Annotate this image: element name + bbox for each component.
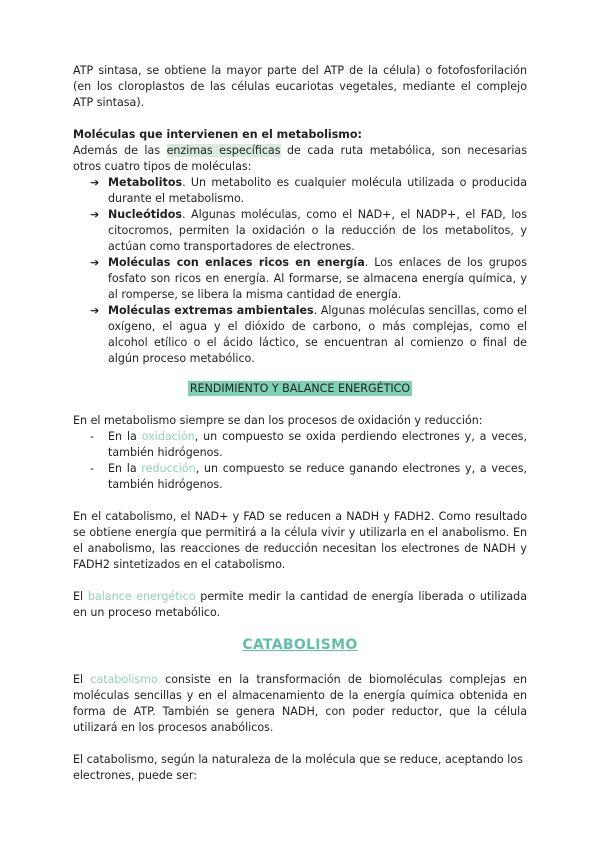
catabolism-nad-text: En el catabolismo, el NAD+ y FAD se reducen a NADH y FADH2. Como resultado se obtiene energía que permitirá a la célula vivir y utilizarla en el anabolismo. En el anabolismo, las reacciones de reducción necesitan los electrones de NADH y FADH2 sintetizados en el catabolismo.	[73, 510, 527, 571]
balance-after: permite medir la cantidad de energía liberada o utilizada en un proceso metabólico.	[73, 590, 528, 619]
catabolismo-after: consiste en la transformación de biomoléculas complejas en moléculas sencillas y en el almacenamiento de la energía química obtenida en forma de ATP. También se genera NADH, con poder reductor, que la célula utilizará en los procesos anabólicos.	[73, 673, 527, 734]
catabolismo-title-wrap	[73, 637, 527, 654]
molecules-section	[73, 127, 527, 367]
balance-text	[73, 589, 527, 621]
list-item	[90, 207, 527, 255]
item-text: . Algunas moléculas, como el NAD+, el NADP+, el FAD, los citocromos, permiten la oxidación o la reducción de los metabolitos, y actúan como transportadores de electrones.	[108, 208, 527, 253]
list-item	[90, 303, 527, 367]
intro-paragraph	[73, 63, 527, 111]
catabolismo-before: El	[73, 673, 91, 686]
item-after: , un compuesto se reduce ganando electrones y, a veces, también hidrógenos.	[108, 462, 527, 491]
catabolismo-title: CATABOLISMO	[242, 637, 358, 653]
item-text: . Los enlaces de los grupos fosfato son ricos en energía. Al formarse, se almacena energía química, y al romperse, se libera la misma cantidad de energía.	[108, 256, 527, 301]
dash-icon: -	[90, 462, 95, 475]
molecules-heading-text: Moléculas que intervienen en el metabolismo:	[73, 128, 362, 141]
rendimiento-intro: En el metabolismo siempre se dan los procesos de oxidación y reducción:	[73, 414, 483, 427]
oxidacion-keyword: oxidación	[141, 430, 195, 443]
arrow-icon: ➔	[90, 304, 100, 317]
rendimiento-title: RENDIMIENTO Y BALANCE ENERGÉTICO	[189, 382, 411, 395]
catabolismo-text-2: El catabolismo, según la naturaleza de la molécula que se reduce, aceptando los electrones, puede ser:	[73, 753, 523, 782]
item-text: . Un metabolito es cualquier molécula utilizada o producida durante el metabolismo.	[108, 176, 527, 205]
balance-paragraph	[73, 589, 527, 621]
catabolismo-paragraph-1	[73, 672, 527, 736]
item-before: En la	[108, 462, 142, 475]
arrow-icon: ➔	[90, 208, 100, 221]
list-item	[90, 461, 527, 493]
intro-text: ATP sintasa, se obtiene la mayor parte del ATP de la célula) o fotofosforilación (en los cloroplastos de las células eucariotas vegetales, mediante el complejo ATP sintasa).	[73, 64, 527, 109]
arrow-icon: ➔	[90, 256, 100, 269]
rendimiento-title-wrap	[73, 381, 527, 397]
enzimas-highlight: enzimas específicas	[166, 144, 281, 157]
balance-before: El	[73, 590, 88, 603]
item-term: Moléculas extremas ambientales	[108, 304, 314, 317]
arrow-icon: ➔	[90, 176, 100, 189]
balance-keyword: balance energético	[87, 590, 196, 603]
dash-icon: -	[90, 430, 95, 443]
redox-list	[73, 429, 527, 493]
catabolismo-text-1	[73, 672, 527, 736]
list-item	[90, 255, 527, 303]
item-term: Nucleótidos	[108, 208, 182, 221]
list-item	[90, 429, 527, 461]
molecules-lead	[73, 143, 527, 175]
list-item	[90, 175, 527, 207]
item-text: . Algunas moléculas sencillas, como el oxígeno, el agua y el dióxido de carbono, o más complejas, como el alcohol etílico o el ácido láctico, se encuentran al comienzo o final de algún proceso metabólico.	[108, 304, 528, 365]
reduccion-keyword: reducción	[141, 462, 196, 475]
item-after: , un compuesto se oxida perdiendo electrones y, a veces, también hidrógenos.	[108, 430, 527, 459]
catabolismo-paragraph-2	[73, 752, 527, 784]
catabolismo-keyword: catabolismo	[90, 673, 158, 686]
molecules-heading	[73, 127, 527, 143]
item-term: Metabolitos	[108, 176, 183, 189]
molecules-lead-after: de cada ruta metabólica, son necesarias otros cuatro tipos de moléculas:	[73, 144, 527, 173]
item-term: Moléculas con enlaces ricos en energía	[108, 256, 365, 269]
rendimiento-section	[73, 413, 527, 493]
catabolism-nad-paragraph	[73, 509, 527, 573]
molecules-lead-before: Además de las	[73, 144, 167, 157]
molecules-list	[73, 175, 527, 367]
item-before: En la	[108, 430, 142, 443]
